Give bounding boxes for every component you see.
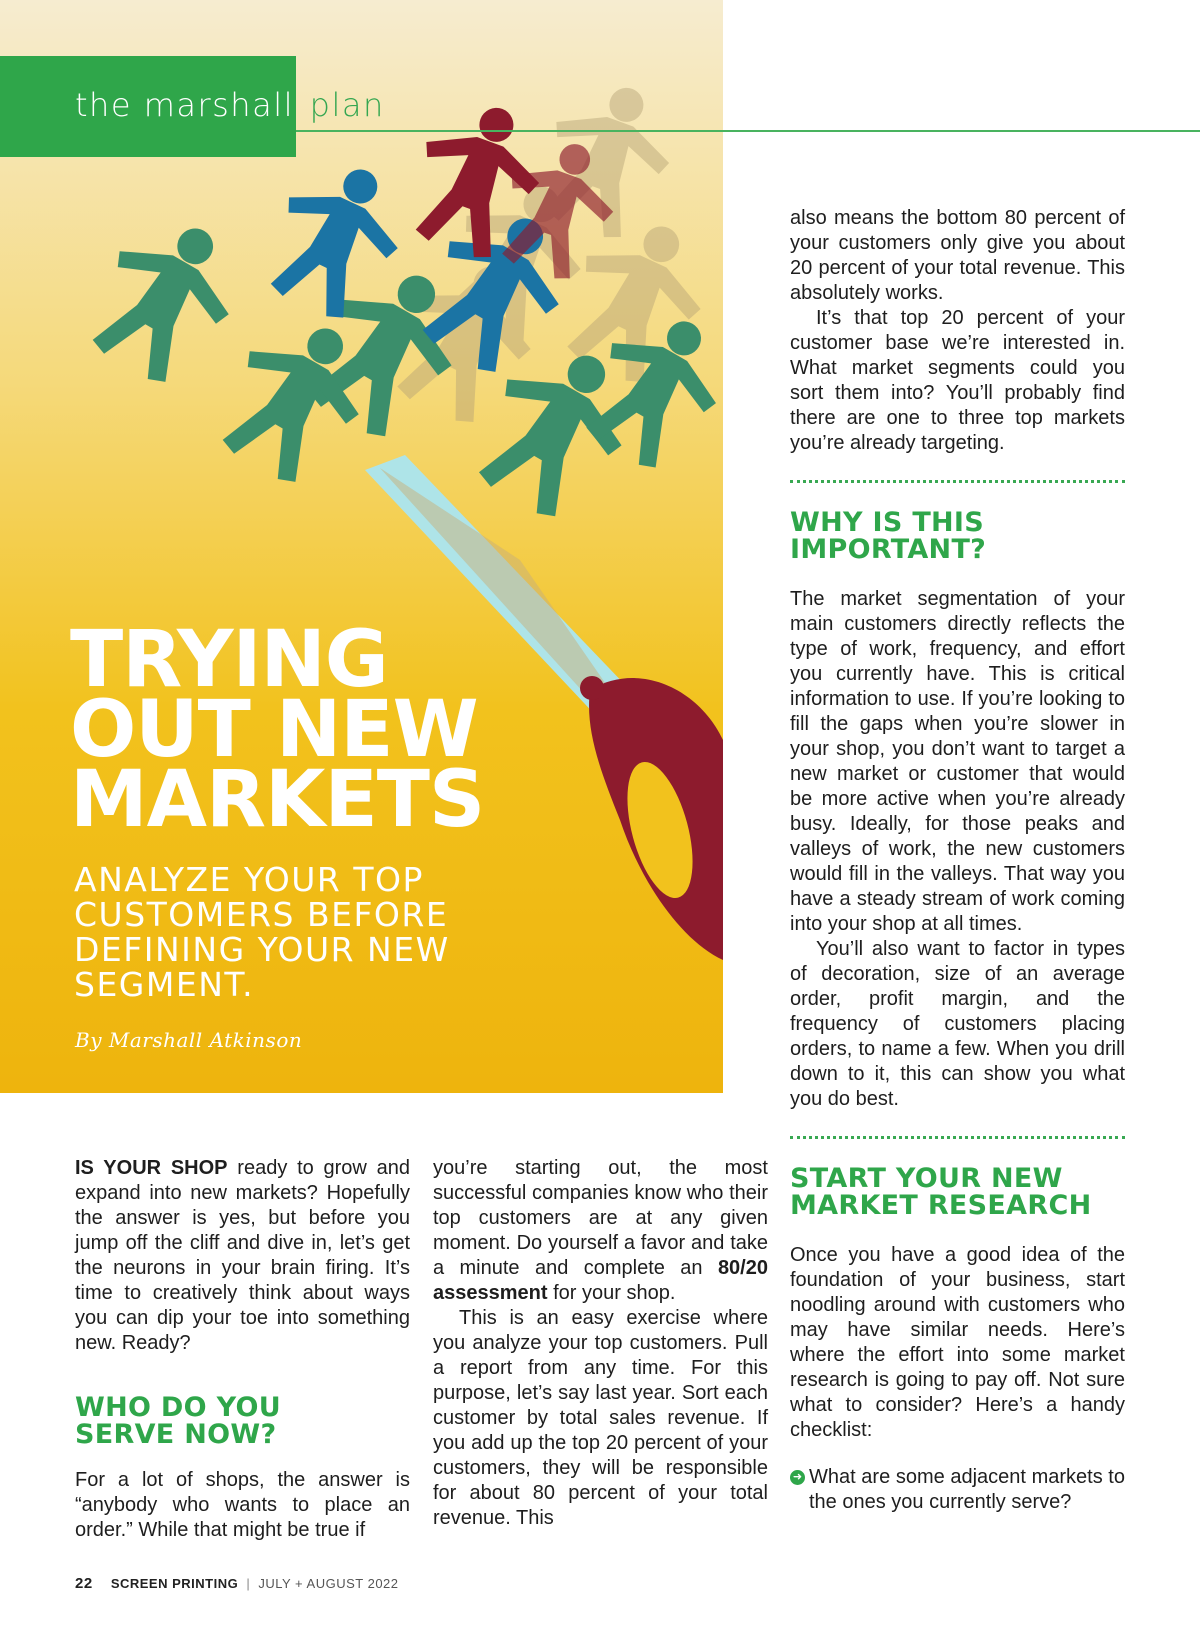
section-heading-why-important: [790, 509, 1125, 563]
byline: By Marshall Atkinson: [75, 1028, 303, 1052]
heading-line-2: IMPORTANT?: [790, 534, 987, 565]
page-footer: [75, 1575, 399, 1592]
hero-illustration-panel: [0, 0, 723, 1093]
department-word-1: the marshall: [75, 86, 294, 124]
arrow-circle-icon: ➜: [790, 1470, 805, 1485]
body-paragraph: Once you have a good idea of the foundation of your business, start noodling around with customers who may have similar needs. Here’s where the effort into some market research is going to pay off. Not sure what to consider? Here’s a handy checklist:: [790, 1244, 1125, 1441]
article-headline: [70, 615, 485, 845]
lead-in: IS YOUR SHOP: [75, 1157, 228, 1179]
heading-line-2: SERVE NOW?: [75, 1419, 277, 1450]
body-paragraph: For a lot of shops, the answer is “anybody who wants to place an order.” While that might be true if: [75, 1469, 410, 1541]
section-heading-who-do-you-serve: [75, 1394, 410, 1448]
issue-date: JULY + AUGUST 2022: [258, 1576, 399, 1591]
page-number: 22: [75, 1575, 93, 1592]
headline-line-1: TRYING: [70, 615, 388, 705]
deck-line-1: ANALYZE YOUR TOP: [74, 860, 424, 899]
body-column-2: [433, 1156, 768, 1531]
headline-line-3: MARKETS: [70, 755, 485, 845]
text-run: you’re starting out, the most successful companies know who their top customers are at any given moment. Do yourself a favor and take a minute and complete an: [433, 1157, 768, 1279]
heading-line-1: WHO DO YOU: [75, 1392, 281, 1423]
headline-line-2: OUT NEW: [70, 685, 478, 775]
heading-line-2: MARKET RESEARCH: [790, 1190, 1092, 1221]
department-rule: [296, 130, 1200, 132]
footer-separator: |: [246, 1576, 251, 1591]
heading-line-1: START YOUR NEW: [790, 1163, 1063, 1194]
deck-line-2: CUSTOMERS BEFORE: [74, 895, 449, 934]
checklist-item-text: What are some adjacent markets to the ones you currently serve?: [809, 1466, 1125, 1513]
heading-line-1: WHY IS THIS: [790, 507, 985, 538]
section-heading-start-research: [790, 1165, 1125, 1219]
dotted-divider: [790, 1136, 1125, 1139]
body-paragraph: [433, 1156, 768, 1306]
body-paragraph: It’s that top 20 percent of your customer base we’re interested in. What market segments could you sort them into? You’ll probably find there are one to three top markets you’re already targeting.: [790, 307, 1125, 454]
body-paragraph: This is an easy exercise where you analyze your top customers. Pull a report from any time. For this purpose, let’s say last year. Sort each customer by total sales revenue. If you add up the top 20 percent of your customers, they will be responsible for about 80 percent of your total revenue. This: [433, 1307, 768, 1529]
dotted-divider: [790, 480, 1125, 483]
deck-line-3: DEFINING YOUR NEW: [74, 930, 450, 969]
magazine-name: SCREEN PRINTING: [110, 1576, 239, 1591]
intro-paragraph: [75, 1156, 410, 1356]
body-paragraph: The market segmentation of your main customers directly reflects the type of work, frequency, and effort you currently have. This is critical information to use. If you’re looking to fill the gaps when you’re slower in your shop, you don’t want to target a new market or customer that would be more active when you’re already busy. Ideally, for those peaks and valleys of work, the new customers would fill in the valleys. That way you have a steady stream of work coming into your shop at all times.: [790, 588, 1125, 935]
checklist-item: [790, 1465, 1125, 1515]
intro-text: ready to grow and expand into new markets? Hopefully the answer is yes, but before you jump off the cliff and dive in, let’s get the neurons in your brain firing. It’s time to creatively think about ways you can dip your toe into something new. Ready?: [75, 1157, 410, 1354]
department-word-2: plan: [309, 86, 385, 124]
bold-term: 80/20 assessment: [433, 1257, 768, 1304]
body-column-3: [790, 206, 1125, 1515]
department-label: [75, 86, 385, 124]
article-deck: [74, 862, 574, 1002]
body-column-1: [75, 1156, 410, 1543]
body-paragraph: You’ll also want to factor in types of decoration, size of an average order, profit margin, and the frequency of customers placing orders, to name a few. When you drill down to it, this can show you what you do best.: [790, 938, 1125, 1110]
body-paragraph: also means the bottom 80 percent of your customers only give you about 20 percent of your total revenue. This absolutely works.: [790, 207, 1125, 304]
text-run: for your shop.: [547, 1282, 676, 1304]
deck-line-4: SEGMENT.: [74, 965, 255, 1004]
